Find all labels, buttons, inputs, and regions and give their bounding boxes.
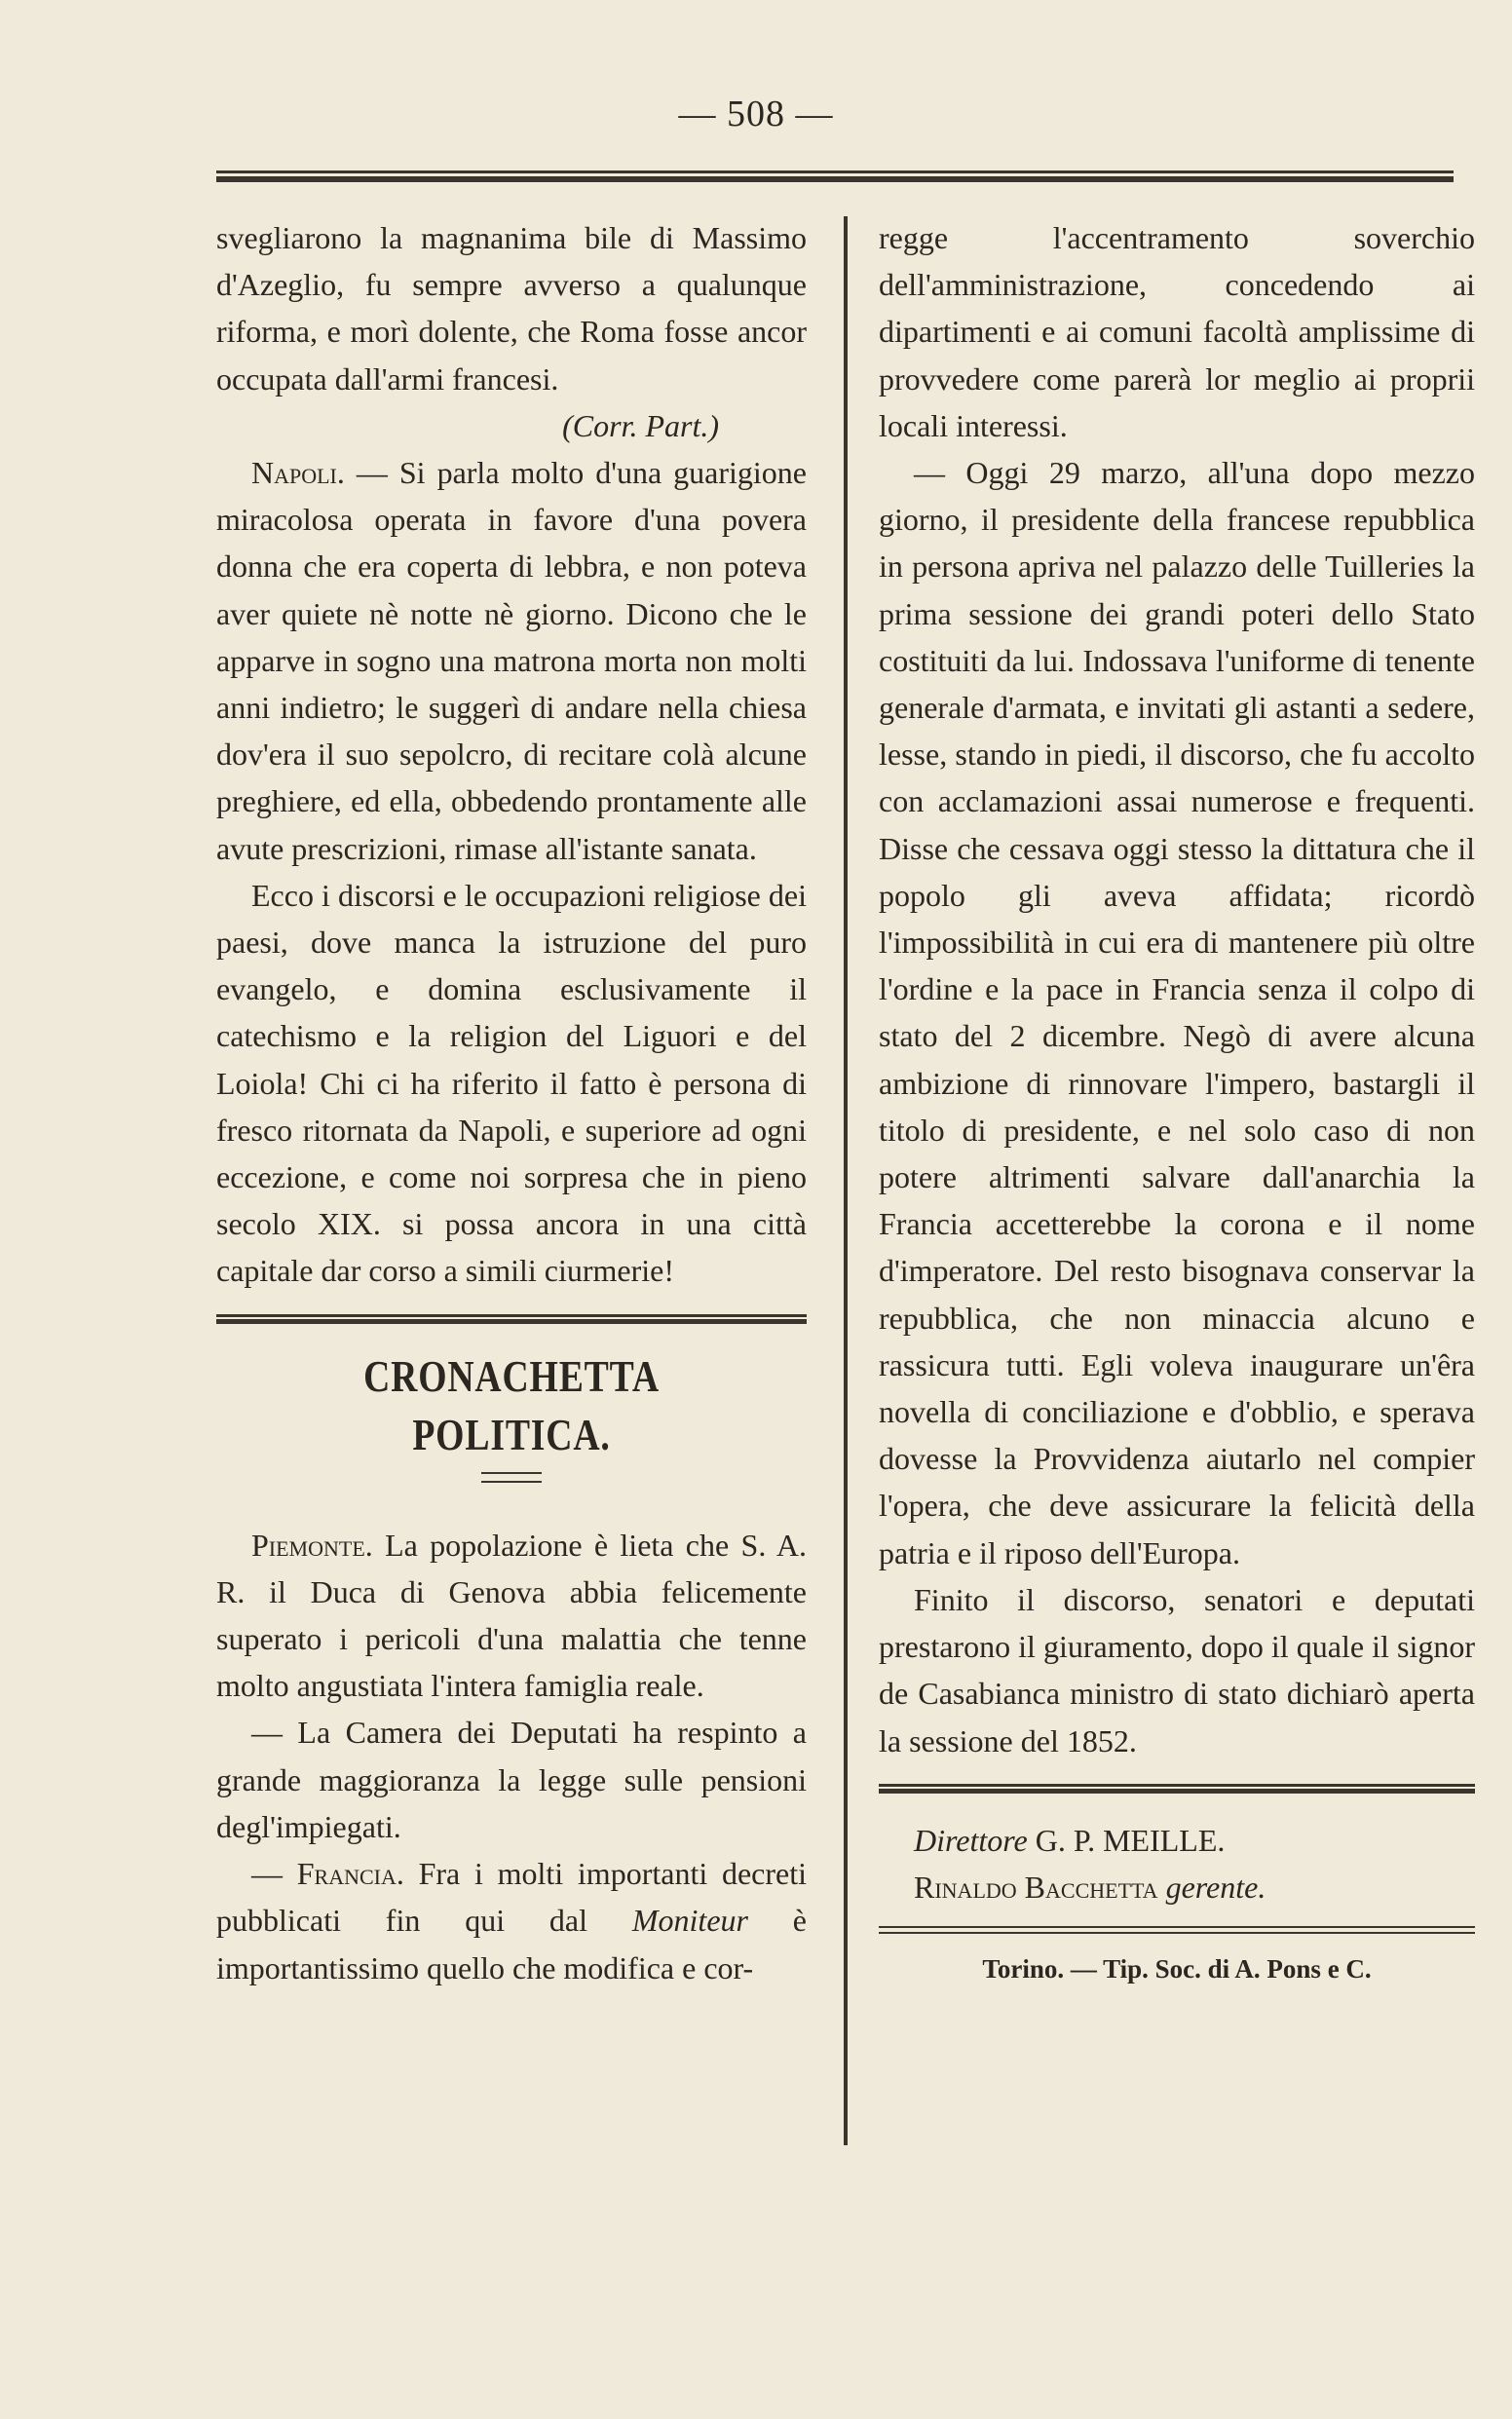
article-paragraph: — Francia. Fra i molti importanti decreti pubblicati fin qui dal Moniteur è importantissimo quello che modifica e cor- — [216, 1856, 808, 1985]
director-line: Direttore G. P. MEILLE. — [914, 1822, 1226, 1858]
column-divider — [844, 216, 848, 2145]
section-title: CRONACHETTA POLITICA. — [363, 1350, 660, 1459]
page-number: — 508 — — [678, 94, 834, 134]
masthead-rule — [879, 1784, 1475, 1794]
article-paragraph: svegliarono la magnanima bile di Massimo d'Azeglio, fu sempre avverso a qualunque riforma, e morì dolente, che Roma fosse ancor occupata dall'armi francesi. — [216, 220, 807, 397]
printer-imprint: Torino. — Tip. Soc. di A. Pons e C. — [982, 1954, 1372, 1984]
article-paragraph: — Oggi 29 marzo, all'una dopo mezzo giorno, il presidente della francese repubblica in persona apriva nel palazzo delle Tuilleries la prima sessione dei grandi poteri dello Stato costituiti da lui. Indossava l'uniforme di tenente generale d'armata, e invitati gli astanti a sedere, lesse, stando in piedi, il discorso, che fu accolto con acclamazioni assai numerose e frequenti. Disse che cessava oggi stesso la dittatura che il popolo gli aveva affidata; ricordò l'impossibilità in cui era di mantenere più oltre l'ordine e la pace in Francia senza il colpo di stato del 2 dicembre. Negò di avere alcuna ambizione di rinnovare l'impero, bastargli il titolo di presidente, e nel solo caso di non potere altrimenti salvare dall'anarchia la Francia accetterebbe la corona e il nome d'imperatore. Del resto bisognava conservar la repubblica, che non minaccia alcuno e rassicura tutti. Egli voleva inaugurare un'êra novella di conciliazione e d'obblio, e sperava dovesse la Provvidenza aiutarlo nel compier l'opera, che deve assicurare la felicità della patria e il riposo dell'Europa. — [879, 455, 1475, 1570]
header-rule — [216, 170, 1454, 182]
correspondent-signoff: (Corr. Part.) — [562, 407, 719, 443]
imprint-rule — [879, 1926, 1475, 1934]
masthead — [879, 1817, 1475, 1910]
article-paragraph: Napoli. — Si parla molto d'una guarigione miracolosa operata in favore d'una povera donna che era coperta di lebbra, e non poteva aver quiete nè notte nè giorno. Dicono che le apparve in sogno una matrona morta non molti anni indietro; le suggerì di andare nella chiesa dov'era il suo sepolcro, di recitare colà alcune preghiere, ed ella, obbedendo prontamente alle avute prescrizioni, rimase all'istante sanata. — [216, 455, 807, 866]
place-heading: Francia. — [296, 1856, 404, 1892]
article-paragraph: Ecco i discorsi e le occupazioni religiose dei paesi, dove manca la istruzione del puro evangelo, e domina esclusivamente il catechismo e la religion del Liguori e del Loiola! Chi ci ha riferito il fatto è persona di fresco ritornata da Napoli, e superiore ad ogni eccezione, e come noi sorpresa che in pieno secolo XIX. si possa ancora in una città capitale dar corso a simili ciurmerie! — [216, 877, 807, 1289]
section-rule — [216, 1314, 807, 1324]
article-paragraph: Finito il discorso, senatori e deputati prestarono il giuramento, dopo il quale il signor de Casabianca ministro di stato dichiarò aperta la sessione del 1852. — [879, 1581, 1475, 1758]
article-paragraph: regge l'accentramento soverchio dell'amministrazione, concedendo ai dipartimenti e ai comuni facoltà amplissime di provvedere come parerà lor meglio ai proprii locali interessi. — [879, 220, 1475, 443]
title-ornament — [481, 1472, 542, 1483]
article-paragraph: Piemonte. La popolazione è lieta che S. A. R. il Duca di Genova abbia felicemente superato i pericoli d'una malattia che tenne molto angustiata l'intera famiglia reale. — [216, 1527, 807, 1704]
right-column — [879, 214, 1475, 1992]
article-paragraph: — La Camera dei Deputati ha respinto a grande maggioranza la legge sulle pensioni degl'impiegati. — [216, 1715, 807, 1844]
left-column — [216, 214, 807, 1991]
place-heading: Napoli. — [251, 455, 345, 491]
manager-line: Rinaldo Bacchetta gerente. — [914, 1869, 1266, 1905]
place-heading: Piemonte. — [251, 1527, 373, 1563]
